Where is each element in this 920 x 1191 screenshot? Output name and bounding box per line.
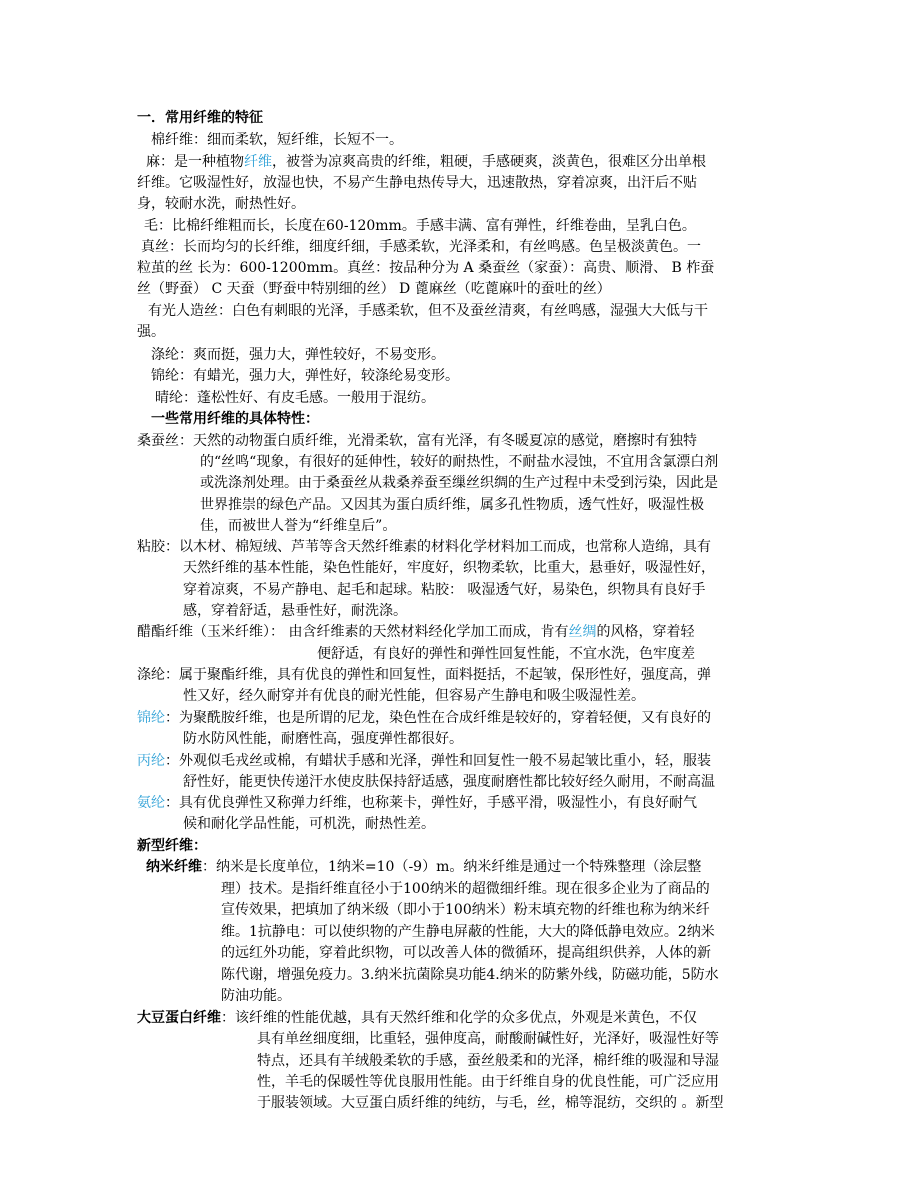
mulberry-line-4: 世界推崇的绿色产品。又因其为蛋白质纤维，属多孔性物质，透气性好，吸湿性极 — [200, 497, 704, 513]
polyester-paragraph: 涤纶：爽而挺，强力大，弹性较好，不易变形。 — [151, 347, 445, 363]
nano-line-4: 维。1抗静电：可以使织物的产生静电屏蔽的性能，大大的降低静电效应。2纳米 — [221, 924, 715, 940]
soy-text: ：该纤维的性能优越，具有天然纤维和化学的众多优点，外观是米黄色，不仅 — [221, 1010, 697, 1026]
hemp-line-1 — [146, 152, 706, 172]
nano-text: ：纳米是长度单位，1纳米=10（-9）m。纳米纤维是通过一个特殊整理（涂层整 — [202, 859, 702, 875]
nylon2-text: ：为聚酰胺纤维，也是所谓的尼龙，染色性在合成纤维是较好的，穿着轻便，又有良好的 — [165, 710, 711, 726]
viscose-line-3: 穿着凉爽，不易产静电、起毛和起球。粘胶： 吸湿透气好，易染色，织物具有良好手 — [183, 582, 706, 598]
acrylic-paragraph: 晴纶：蓬松性好、有皮毛感。一般用于混纺。 — [155, 390, 435, 406]
mulberry-line-5: 佳，而被世人誉为“纤维皇后”。 — [200, 518, 397, 534]
nano-line-2: 理）技术。是指纤维直径小于100纳米的超微细纤维。现在很多企业为了商品的 — [221, 881, 710, 897]
fiber-link[interactable]: 纤维 — [244, 154, 272, 170]
section-heading-common-fibers: 一．常用纤维的特征 — [137, 110, 263, 126]
wool-paragraph: 毛：比棉纤维粗而长，长度在60-120mm。手感丰满、富有弹性，纤维卷曲，呈乳白色。 — [144, 218, 696, 234]
viscose-line-1: 粘胶：以木材、棉短绒、芦苇等含天然纤维素的材料化学材料加工而成，也常称人造绵，具有 — [137, 539, 711, 555]
soy-line-1 — [137, 1008, 697, 1028]
silk-line-3: 丝（野蚕） C 天蚕（野蚕中特别细的丝） D 蓖麻丝（吃蓖麻叶的蚕吐的丝） — [137, 281, 611, 297]
silk-line-2: 粒茧的丝 长为：600-1200mm。真丝：按品种分为 A 桑蚕丝（家蚕）：高贵、顺滑、 B 柞蚕 — [137, 260, 715, 276]
hemp-text-a: 麻：是一种植物 — [146, 154, 244, 170]
mulberry-line-1: 桑蚕丝：天然的动物蛋白质纤维，光滑柔软，富有光泽，有冬暖夏凉的感觉，磨擦时有独特 — [137, 433, 697, 449]
hemp-text-b: ，被誉为凉爽高贵的纤维，粗硬，手感硬爽，淡黄色，很难区分出单根 — [272, 154, 706, 170]
polyester2-line-2: 性又好，经久耐穿并有优良的耐光性能，但容易产生静电和吸尘吸湿性差。 — [183, 688, 645, 704]
soy-line-3: 特点，还具有羊绒般柔软的手感，蚕丝般柔和的光泽，棉纤维的吸湿和导湿 — [257, 1053, 719, 1069]
soy-line-2: 具有单丝细度细，比重轻，强伸度高，耐酸耐碱性好，光泽好，吸湿性好等 — [257, 1031, 719, 1047]
polypropylene-line-2: 舒性好，能更快传递汗水使皮肤保持舒适感，强度耐磨性都比较好经久耐用，不耐高温 — [183, 774, 715, 790]
nano-label: 纳米纤维 — [146, 859, 202, 875]
silk-line-1: 真丝：长而均匀的长纤维，细度纤细，手感柔软，光泽柔和，有丝鸣感。色呈极淡黄色。一 — [141, 239, 701, 255]
spandex-line-1 — [137, 793, 697, 813]
spandex-text: ：具有优良弹性又称弹力纤维，也称莱卡，弹性好，手感平滑，吸湿性小，有良好耐气 — [165, 795, 697, 811]
viscose-line-4: 感，穿着舒适，悬垂性好，耐洗涤。 — [183, 603, 407, 619]
soy-label: 大豆蛋白纤维 — [137, 1010, 221, 1026]
acetate-text-a: 醋酯纤维（玉米纤维）： 由含纤维素的天然材料经化学加工而成，肯有 — [137, 624, 569, 640]
soy-line-4: 性，羊毛的保暖性等优良服用性能。由于纤维自身的优良性能，可广泛应用 — [257, 1074, 719, 1090]
acetate-line-1 — [137, 622, 694, 642]
acetate-text-b: 的风格，穿着轻 — [596, 624, 695, 640]
silk-link[interactable]: 丝绸 — [568, 624, 597, 640]
soy-line-5: 于服装领域。大豆蛋白质纤维的纯纺，与毛，丝，棉等混纺，交织的 。新型 — [257, 1095, 724, 1111]
section-heading-specific-properties: 一些常用纤维的具体特性： — [151, 411, 319, 427]
nylon-link[interactable]: 锦纶 — [137, 710, 165, 726]
nylon2-line-1 — [137, 708, 711, 728]
hemp-line-3: 身，较耐水洗，耐热性好。 — [137, 196, 305, 212]
nylon2-line-2: 防水防风性能，耐磨性高，强度弹性都很好。 — [183, 731, 463, 747]
rayon-line-1: 有光人造丝：白色有刺眼的光泽，手感柔软，但不及蚕丝清爽，有丝鸣感，湿强大大低与干 — [148, 303, 708, 319]
cotton-paragraph: 棉纤维：细而柔软，短纤维，长短不一。 — [151, 132, 403, 148]
section-heading-new-fibers: 新型纤维： — [137, 838, 207, 854]
hemp-line-2: 纤维。它吸湿性好，放湿也快，不易产生静电热传导大，迅速散热，穿着凉爽，出汗后不贴 — [137, 175, 697, 191]
polypropylene-line-1 — [137, 751, 711, 771]
nano-line-7: 防油功能。 — [221, 988, 291, 1004]
polypropylene-link[interactable]: 丙纶 — [137, 753, 165, 769]
nano-line-3: 宣传效果，把填加了纳米级（即小于100纳米）粉末填充物的纤维也称为纳米纤 — [221, 902, 710, 918]
nano-line-6: 陈代谢，增强免疫力。3.纳米抗菌除臭功能4.纳米的防紫外线，防磁功能，5防水 — [221, 967, 719, 983]
nano-line-1 — [146, 857, 701, 877]
mulberry-line-3: 或洗涤剂处理。由于桑蚕丝从栽桑养蚕至缫丝织绸的生产过程中未受到污染，因此是 — [200, 475, 718, 491]
acetate-line-2: 便舒适，有良好的弹性和弹性回复性能，不宜水洗，色牢度差 — [317, 646, 695, 662]
nylon-paragraph: 锦纶：有蜡光，强力大，弹性好，较涤纶易变形。 — [151, 368, 459, 384]
rayon-line-2: 强。 — [137, 324, 165, 340]
viscose-line-2: 天然纤维的基本性能，染色性能好，牢度好，织物柔软，比重大，悬垂好，吸湿性好， — [183, 560, 715, 576]
nano-line-5: 的远红外功能，穿着此织物，可以改善人体的微循环，提高组织供养，人体的新 — [221, 945, 711, 961]
polypropylene-text: ：外观似毛戎丝或棉，有蜡状手感和光泽，弹性和回复性一般不易起皱比重小，轻，服装 — [165, 753, 711, 769]
spandex-line-2: 候和耐化学品性能，可机洗，耐热性差。 — [183, 816, 435, 832]
mulberry-line-2: 的“丝鸣“现象，有很好的延伸性，较好的耐热性，不耐盐水浸蚀，不宜用含氯漂白剂 — [200, 454, 719, 470]
polyester2-line-1: 涤纶：属于聚酯纤维，具有优良的弹性和回复性，面料挺括，不起皱，保形性好，强度高，弹 — [137, 667, 711, 683]
spandex-link[interactable]: 氨纶 — [137, 795, 165, 811]
